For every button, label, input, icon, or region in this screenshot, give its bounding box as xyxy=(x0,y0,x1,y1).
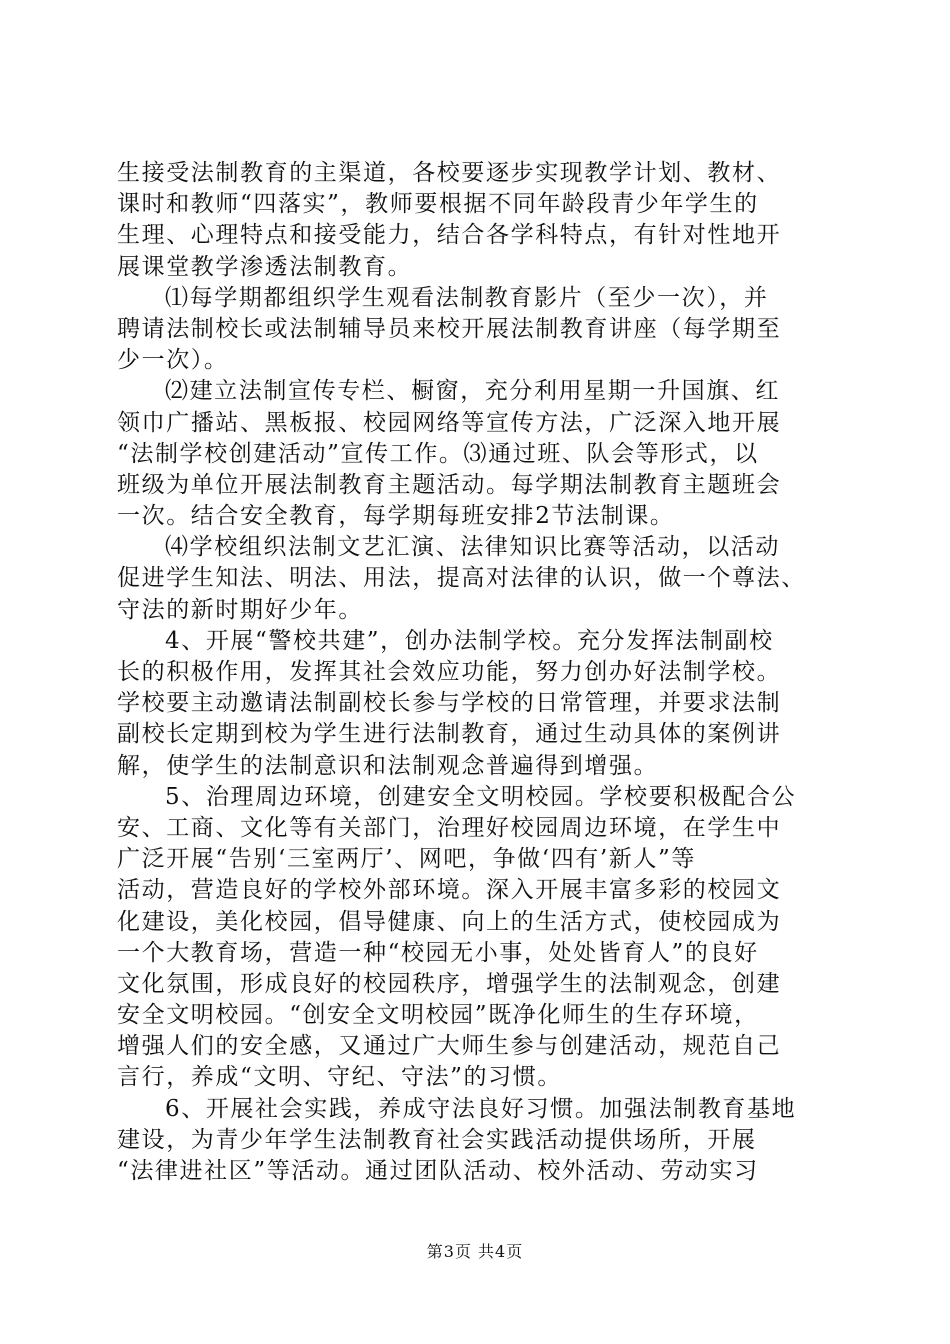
paragraph xyxy=(117,782,837,1094)
text-line: 安、工商、文化等有关部门，治理好校园周边环境，在学生中 xyxy=(117,814,782,841)
text-line: 聘请法制校长或法制辅导员来校开展法制教育讲座（每学期至 xyxy=(117,315,782,342)
text-line: 学校要主动邀请法制副校长参与学校的日常管理，并要求法制 xyxy=(117,690,782,717)
text-line: ⑷学校组织法制文艺汇演、法律知识比赛等活动，以活动 xyxy=(165,534,780,561)
text-line: 领巾广播站、黑板报、校园网络等宣传方法，广泛深入地开展 xyxy=(117,409,782,436)
text-line: 生理、心理特点和接受能力，结合各学科特点，有针对性地开 xyxy=(117,222,782,249)
text-line: 促进学生知法、明法、用法，提高对法律的认识，做一个尊法、 xyxy=(117,565,806,592)
text-line: 广泛开展“告别‘三室两厅’、网吧，争做‘四有’新人”等 xyxy=(117,846,696,873)
text-line: 展课堂教学渗透法制教育。 xyxy=(117,253,413,280)
text-line: ⑵建立法制宣传专栏、橱窗，充分利用星期一升国旗、红 xyxy=(165,378,780,405)
text-line: “法律进社区”等活动。通过团队活动、校外活动、劳动实习 xyxy=(117,1158,759,1184)
document-body xyxy=(117,158,837,1187)
text-line: 副校长定期到校为学生进行法制教育，通过生动具体的案例讲 xyxy=(117,721,782,748)
text-line: 化建设，美化校园，倡导健康、向上的生活方式，使校园成为 xyxy=(117,908,782,935)
paragraph xyxy=(117,532,837,626)
text-line: 5、治理周边环境，创建安全文明校园。学校要积极配合公 xyxy=(165,783,797,810)
text-line: 6、开展社会实践，养成守法良好习惯。加强法制教育基地 xyxy=(165,1095,797,1122)
text-line: 少一次）。 xyxy=(117,347,229,374)
text-line: 文化氛围，形成良好的校园秩序，增强学生的法制观念，创建 xyxy=(117,970,782,997)
text-line: 4、开展“警校共建”，创办法制学校。充分发挥法制副校 xyxy=(165,627,774,654)
text-line: 增强人们的安全感，又通过广大师生参与创建活动，规范自己 xyxy=(117,1033,782,1060)
paragraph xyxy=(117,158,837,283)
page-footer: 第3页 共4页 xyxy=(426,1242,524,1261)
text-line: 活动，营造良好的学校外部环境。深入开展丰富多彩的校园文 xyxy=(117,877,782,904)
paragraph xyxy=(117,626,837,782)
text-line: 言行，养成“文明、守纪、守法”的习惯。 xyxy=(117,1064,562,1091)
text-line: 建设，为青少年学生法制教育社会实践活动提供场所，开展 xyxy=(117,1126,757,1153)
text-line: 守法的新时期好少年。 xyxy=(117,596,363,623)
text-line: 一次。结合安全教育，每学期每班安排2节法制课。 xyxy=(117,503,675,530)
text-line: 生接受法制教育的主渠道，各校要逐步实现教学计划、教材、 xyxy=(117,160,782,186)
paragraph xyxy=(117,283,837,377)
text-line: 长的积极作用，发挥其社会效应功能，努力创办好法制学校。 xyxy=(117,659,782,685)
text-line: 课时和教师“四落实”，教师要根据不同年龄段青少年学生的 xyxy=(117,191,759,218)
paragraph xyxy=(117,376,837,532)
paragraph xyxy=(117,1094,837,1188)
text-line: 解，使学生的法制意识和法制观念普遍得到增强。 xyxy=(117,752,659,779)
text-line: 一个大教育场，营造一种“校园无小事，处处皆育人”的良好 xyxy=(117,939,759,966)
text-line: 班级为单位开展法制教育主题活动。每学期法制教育主题班会 xyxy=(117,471,782,498)
text-line: “法制学校创建活动”宣传工作。⑶通过班、队会等形式，以 xyxy=(117,440,759,467)
text-line: ⑴每学期都组织学生观看法制教育影片（至少一次），并 xyxy=(165,284,769,311)
text-line: 安全文明校园。“创安全文明校园”既净化师生的生存环境， xyxy=(117,1002,759,1029)
